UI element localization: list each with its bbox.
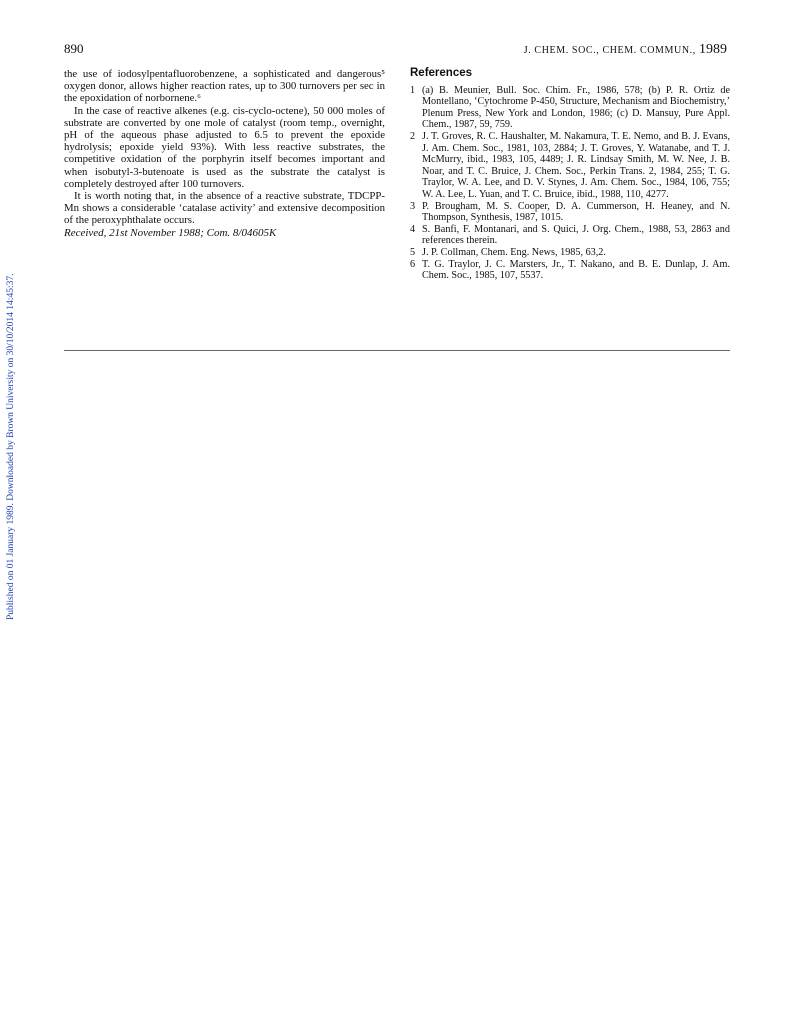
- reference-text: T. G. Traylor, J. C. Marsters, Jr., T. Nakano, and B. E. Dunlap, J. Am. Chem. Soc., 1985, 107, 5537.: [422, 258, 730, 282]
- download-notice: Published on 01 January 1989. Downloaded by Brown University on 30/10/2014 14:45:37.: [6, 273, 16, 620]
- body-paragraph-3: It is worth noting that, in the absence of a reactive substrate, TDCPP-Mn shows a considerable ‘catalase activity’ and extensive decomposition of the peroxyphthalate occurs.: [64, 190, 385, 227]
- body-paragraph-2: In the case of reactive alkenes (e.g. cis-cyclo-octene), 50 000 moles of substrate are converted by one mole of catalyst (room temp., overnight, pH of the aqueous phase adjusted to 6.5 to prevent the epoxide hydrolysis; epoxide yield 93%). With less reactive substrates, the competitive oxidation of the porphyrin itself becomes important and when isobutyl-3-butenoate is used as the substrate the catalyst is completely destroyed after 100 turnovers.: [64, 104, 385, 190]
- received-line: Received, 21st November 1988; Com. 8/04605K: [64, 226, 277, 239]
- page-divider: [64, 350, 730, 351]
- reference-item: [410, 247, 730, 259]
- reference-number: 5: [410, 246, 416, 258]
- references-column: [410, 68, 730, 282]
- journal-name: J. CHEM. SOC., CHEM. COMMUN.,: [523, 45, 696, 56]
- reference-item: [410, 131, 730, 201]
- reference-number: 2: [410, 130, 416, 142]
- body-paragraph-1: the use of iodosylpentafluorobenzene, a sophisticated and dangerous⁵ oxygen donor, allows higher reaction rates, up to 300 turnovers per sec in the epoxidation of norbornene.⁶: [64, 68, 385, 105]
- reference-number: 4: [410, 223, 416, 235]
- reference-number: 3: [410, 200, 416, 212]
- body-column: [64, 68, 385, 239]
- reference-number: 6: [410, 258, 416, 270]
- running-head: [524, 42, 727, 58]
- page-number: 890: [64, 41, 84, 56]
- reference-text: J. P. Collman, Chem. Eng. News, 1985, 63,2.: [422, 246, 606, 258]
- reference-item: [410, 85, 730, 131]
- reference-text: J. T. Groves, R. C. Haushalter, M. Nakamura, T. E. Nemo, and B. J. Evans, J. Am. Chem. Soc., 1981, 103, 2884; J. T. Groves, Y. Watanabe, and T. J. McMurry, ibid., 1983, 105, 4489; J. R. Lindsay Smith, M. W. Nee, J. B. Noar, and T. C. Bruice, J. Chem. Soc., Perkin Trans. 2, 1984, 255; T. G. Traylor, W. A. Lee, and D. V. Stynes, J. Am. Chem. Soc., 1984, 106, 755; W. A. Lee, L. Yuan, and T. C. Bruice, ibid., 1988, 110, 4277.: [422, 130, 730, 200]
- reference-number: 1: [410, 84, 416, 96]
- reference-item: [410, 259, 730, 282]
- reference-text: (a) B. Meunier, Bull. Soc. Chim. Fr., 1986, 578; (b) P. R. Ortiz de Montellano, ‘Cytochrome P-450, Structure, Mechanism and Biochemistry,’ Plenum Press, New York and London, 1986; (c) D. Mansuy, Pure Appl. Chem., 1987, 59, 759.: [422, 84, 730, 131]
- reference-text: P. Brougham, M. S. Cooper, D. A. Cummerson, H. Heaney, and N. Thompson, Synthesis, 1987, 1015.: [422, 200, 730, 224]
- reference-item: [410, 201, 730, 224]
- journal-year: 1989: [699, 42, 727, 57]
- references-heading: References: [410, 67, 473, 79]
- reference-item: [410, 224, 730, 247]
- reference-text: S. Banfi, F. Montanari, and S. Quici, J. Org. Chem., 1988, 53, 2863 and references therein.: [422, 223, 730, 247]
